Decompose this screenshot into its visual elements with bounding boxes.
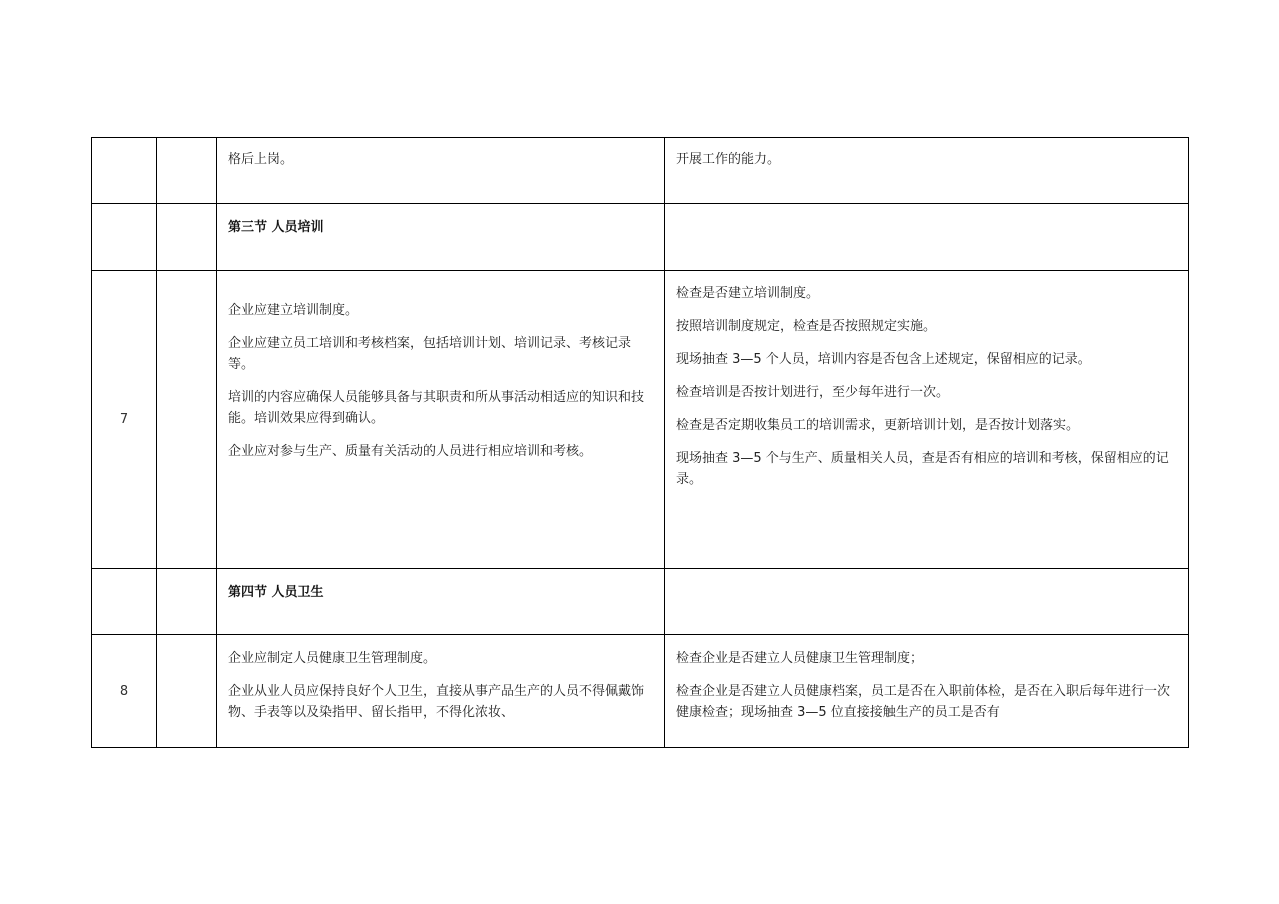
item-number-cell xyxy=(92,569,157,635)
requirement-text: 格后上岗。 xyxy=(228,152,294,167)
requirement-text: 企业应建立培训制度。 xyxy=(228,303,359,318)
table-row xyxy=(92,138,1189,204)
requirement-text: 企业应建立员工培训和考核档案，包括培训计划、培训记录、考核记录等。 xyxy=(228,336,632,372)
inspection-text: 现场抽查 3—5 个人员，培训内容是否包含上述规定，保留相应的记录。 xyxy=(676,352,1091,367)
item-number-cell xyxy=(92,204,157,271)
blank-cell xyxy=(157,635,217,748)
item-number-cell: 8 xyxy=(92,635,157,748)
item-number-cell xyxy=(92,138,157,204)
table-row xyxy=(92,271,1189,569)
blank-cell xyxy=(157,569,217,635)
inspection-cell xyxy=(665,138,1189,204)
inspection-text: 开展工作的能力。 xyxy=(676,152,781,167)
inspection-text: 检查是否定期收集员工的培训需求，更新培训计划，是否按计划落实。 xyxy=(676,418,1080,433)
inspection-text: 检查企业是否建立人员健康档案，员工是否在入职前体检，是否在入职后每年进行一次健康检查；现场抽查 3—5 位直接接触生产的员工是否有 xyxy=(676,684,1171,720)
blank-cell xyxy=(157,271,217,569)
requirement-text: 企业应对参与生产、质量有关活动的人员进行相应培训和考核。 xyxy=(228,444,593,459)
blank-cell xyxy=(157,138,217,204)
inspection-text: 按照培训制度规定，检查是否按照规定实施。 xyxy=(676,319,937,334)
requirement-text: 培训的内容应确保人员能够具备与其职责和所从事活动相适应的知识和技能。培训效果应得到确认。 xyxy=(228,390,645,426)
requirement-text: 企业从业人员应保持良好个人卫生，直接从事产品生产的人员不得佩戴饰物、手表等以及染指甲、留长指甲，不得化浓妆、 xyxy=(228,684,645,720)
inspection-cell xyxy=(665,271,1189,569)
inspection-cell xyxy=(665,635,1189,748)
blank-cell xyxy=(665,204,1189,271)
requirements-cell xyxy=(217,271,665,569)
section-row xyxy=(92,204,1189,271)
blank-cell xyxy=(665,569,1189,635)
table-row xyxy=(92,635,1189,748)
inspection-table xyxy=(91,137,1189,748)
section-title: 第四节 人员卫生 xyxy=(228,585,324,600)
inspection-text: 检查是否建立培训制度。 xyxy=(676,286,820,301)
section-row xyxy=(92,569,1189,635)
inspection-text: 检查培训是否按计划进行，至少每年进行一次。 xyxy=(676,385,950,400)
requirements-cell xyxy=(217,138,665,204)
section-title-cell xyxy=(217,569,665,635)
section-title: 第三节 人员培训 xyxy=(228,220,324,235)
section-title-cell xyxy=(217,204,665,271)
requirements-cell xyxy=(217,635,665,748)
blank-cell xyxy=(157,204,217,271)
requirement-text: 企业应制定人员健康卫生管理制度。 xyxy=(228,651,437,666)
inspection-text: 检查企业是否建立人员健康卫生管理制度； xyxy=(676,651,924,666)
item-number-cell: 7 xyxy=(92,271,157,569)
inspection-text: 现场抽查 3—5 个与生产、质量相关人员，查是否有相应的培训和考核，保留相应的记录。 xyxy=(676,451,1169,487)
